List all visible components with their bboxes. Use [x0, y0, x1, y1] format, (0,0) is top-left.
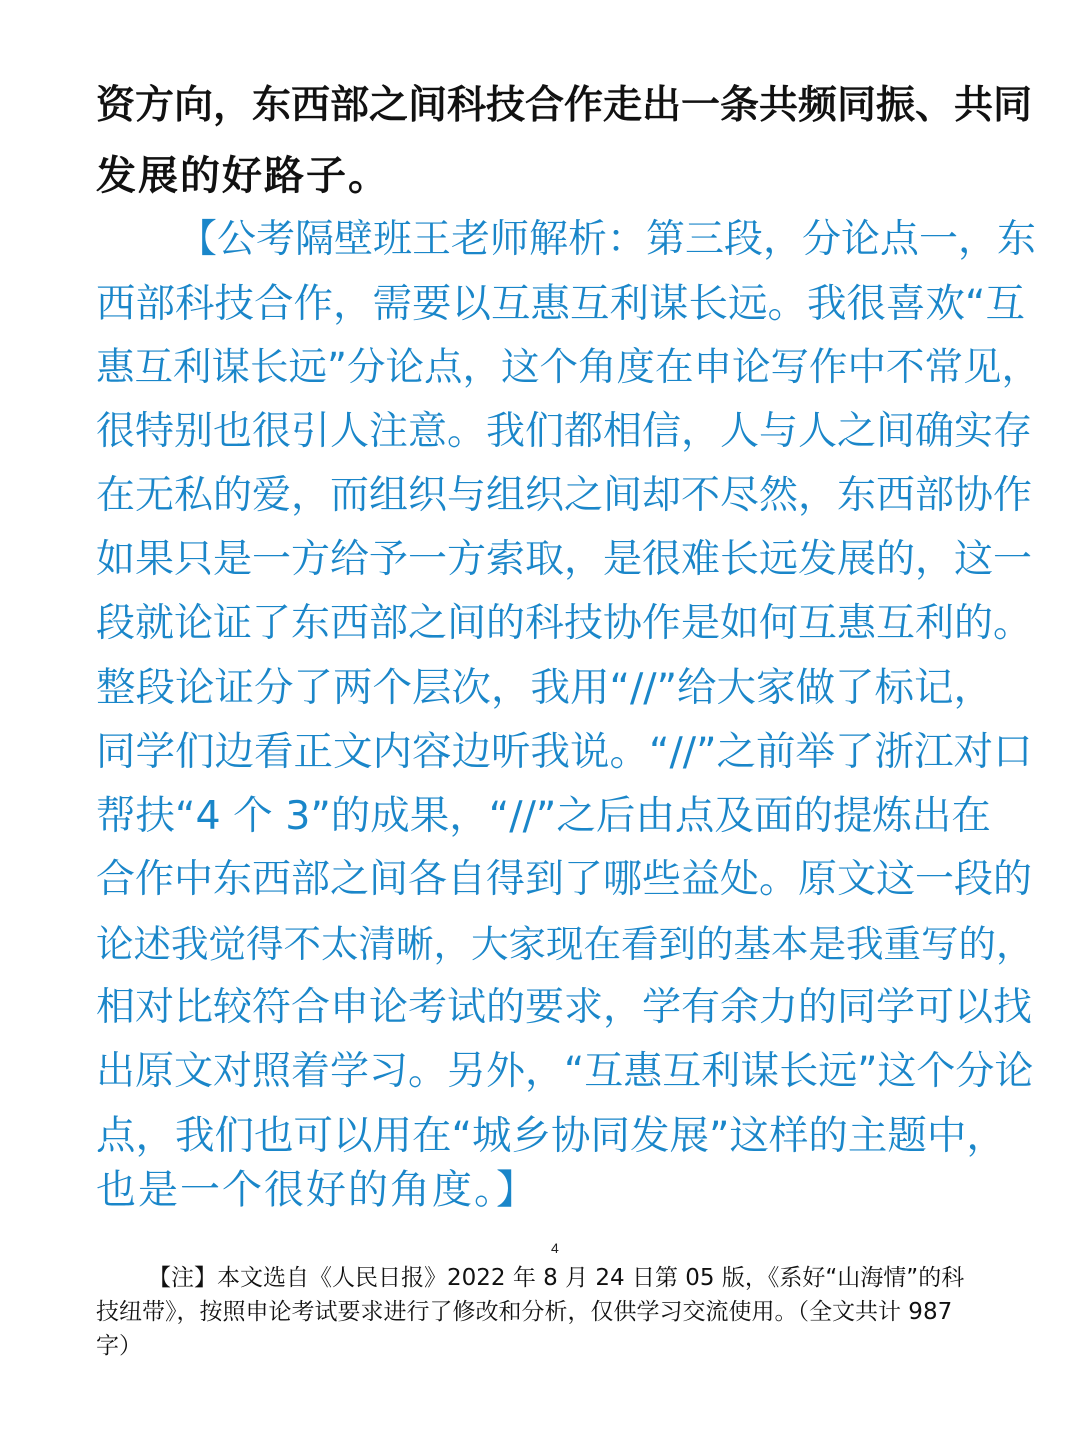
- analysis-line: 西部科技合作，需要以互惠互利谋长远。我很喜欢“互: [96, 281, 1025, 327]
- analysis-line: 相对比较符合申论考试的要求，学有余力的同学可以找: [96, 985, 1033, 1030]
- analysis-line: 同学们边看正文内容边听我说。“//”之前举了浙江对口: [96, 729, 1033, 775]
- analysis-line: 论述我觉得不太清晰，大家现在看到的基本是我重写的，: [96, 922, 1034, 966]
- footnote-line: 技纽带》，按照申论考试要求进行了修改和分析，仅供学习交流使用。（全文共计 987: [96, 1299, 953, 1325]
- analysis-line: 如果只是一方给予一方索取，是很难长远发展的，这一: [96, 537, 1033, 582]
- analysis-line: 段就论证了东西部之间的科技协作是如何互惠互利的。: [96, 601, 1033, 646]
- analysis-line: 在无私的爱，而组织与组织之间却不尽然，东西部协作: [96, 473, 1033, 518]
- body-line: 发展的好路子。: [96, 153, 390, 199]
- analysis-line: 【公考隔壁班王老师解析：第三段，分论点一，东: [178, 217, 1037, 262]
- analysis-line: 点，我们也可以用在“城乡协同发展”这样的主题中，: [96, 1113, 1006, 1159]
- page-number: 4: [551, 1240, 559, 1256]
- footnote-line: 字）: [96, 1333, 142, 1359]
- analysis-line: 惠互利谋长远”分论点，这个角度在申论写作中不常见，: [96, 345, 1040, 390]
- analysis-line: 出原文对照着学习。另外，“互惠互利谋长远”这个分论: [96, 1049, 1034, 1094]
- footnote-line: 【注】本文选自《人民日报》2022 年 8 月 24 日第 05 版，《系好“山海情”的科: [148, 1265, 965, 1291]
- body-line: 资方向，东西部之间科技合作走出一条共频同振、共同: [96, 83, 1033, 128]
- analysis-line: 也是一个很好的角度。】: [96, 1167, 538, 1213]
- analysis-line: 帮扶“4 个 3”的成果，“//”之后由点及面的提炼出在: [96, 793, 991, 839]
- analysis-line: 合作中东西部之间各自得到了哪些益处。原文这一段的: [96, 857, 1033, 902]
- analysis-line: 很特别也很引人注意。我们都相信，人与人之间确实存: [96, 409, 1033, 454]
- analysis-line: 整段论证分了两个层次，我用“//”给大家做了标记，: [96, 665, 994, 711]
